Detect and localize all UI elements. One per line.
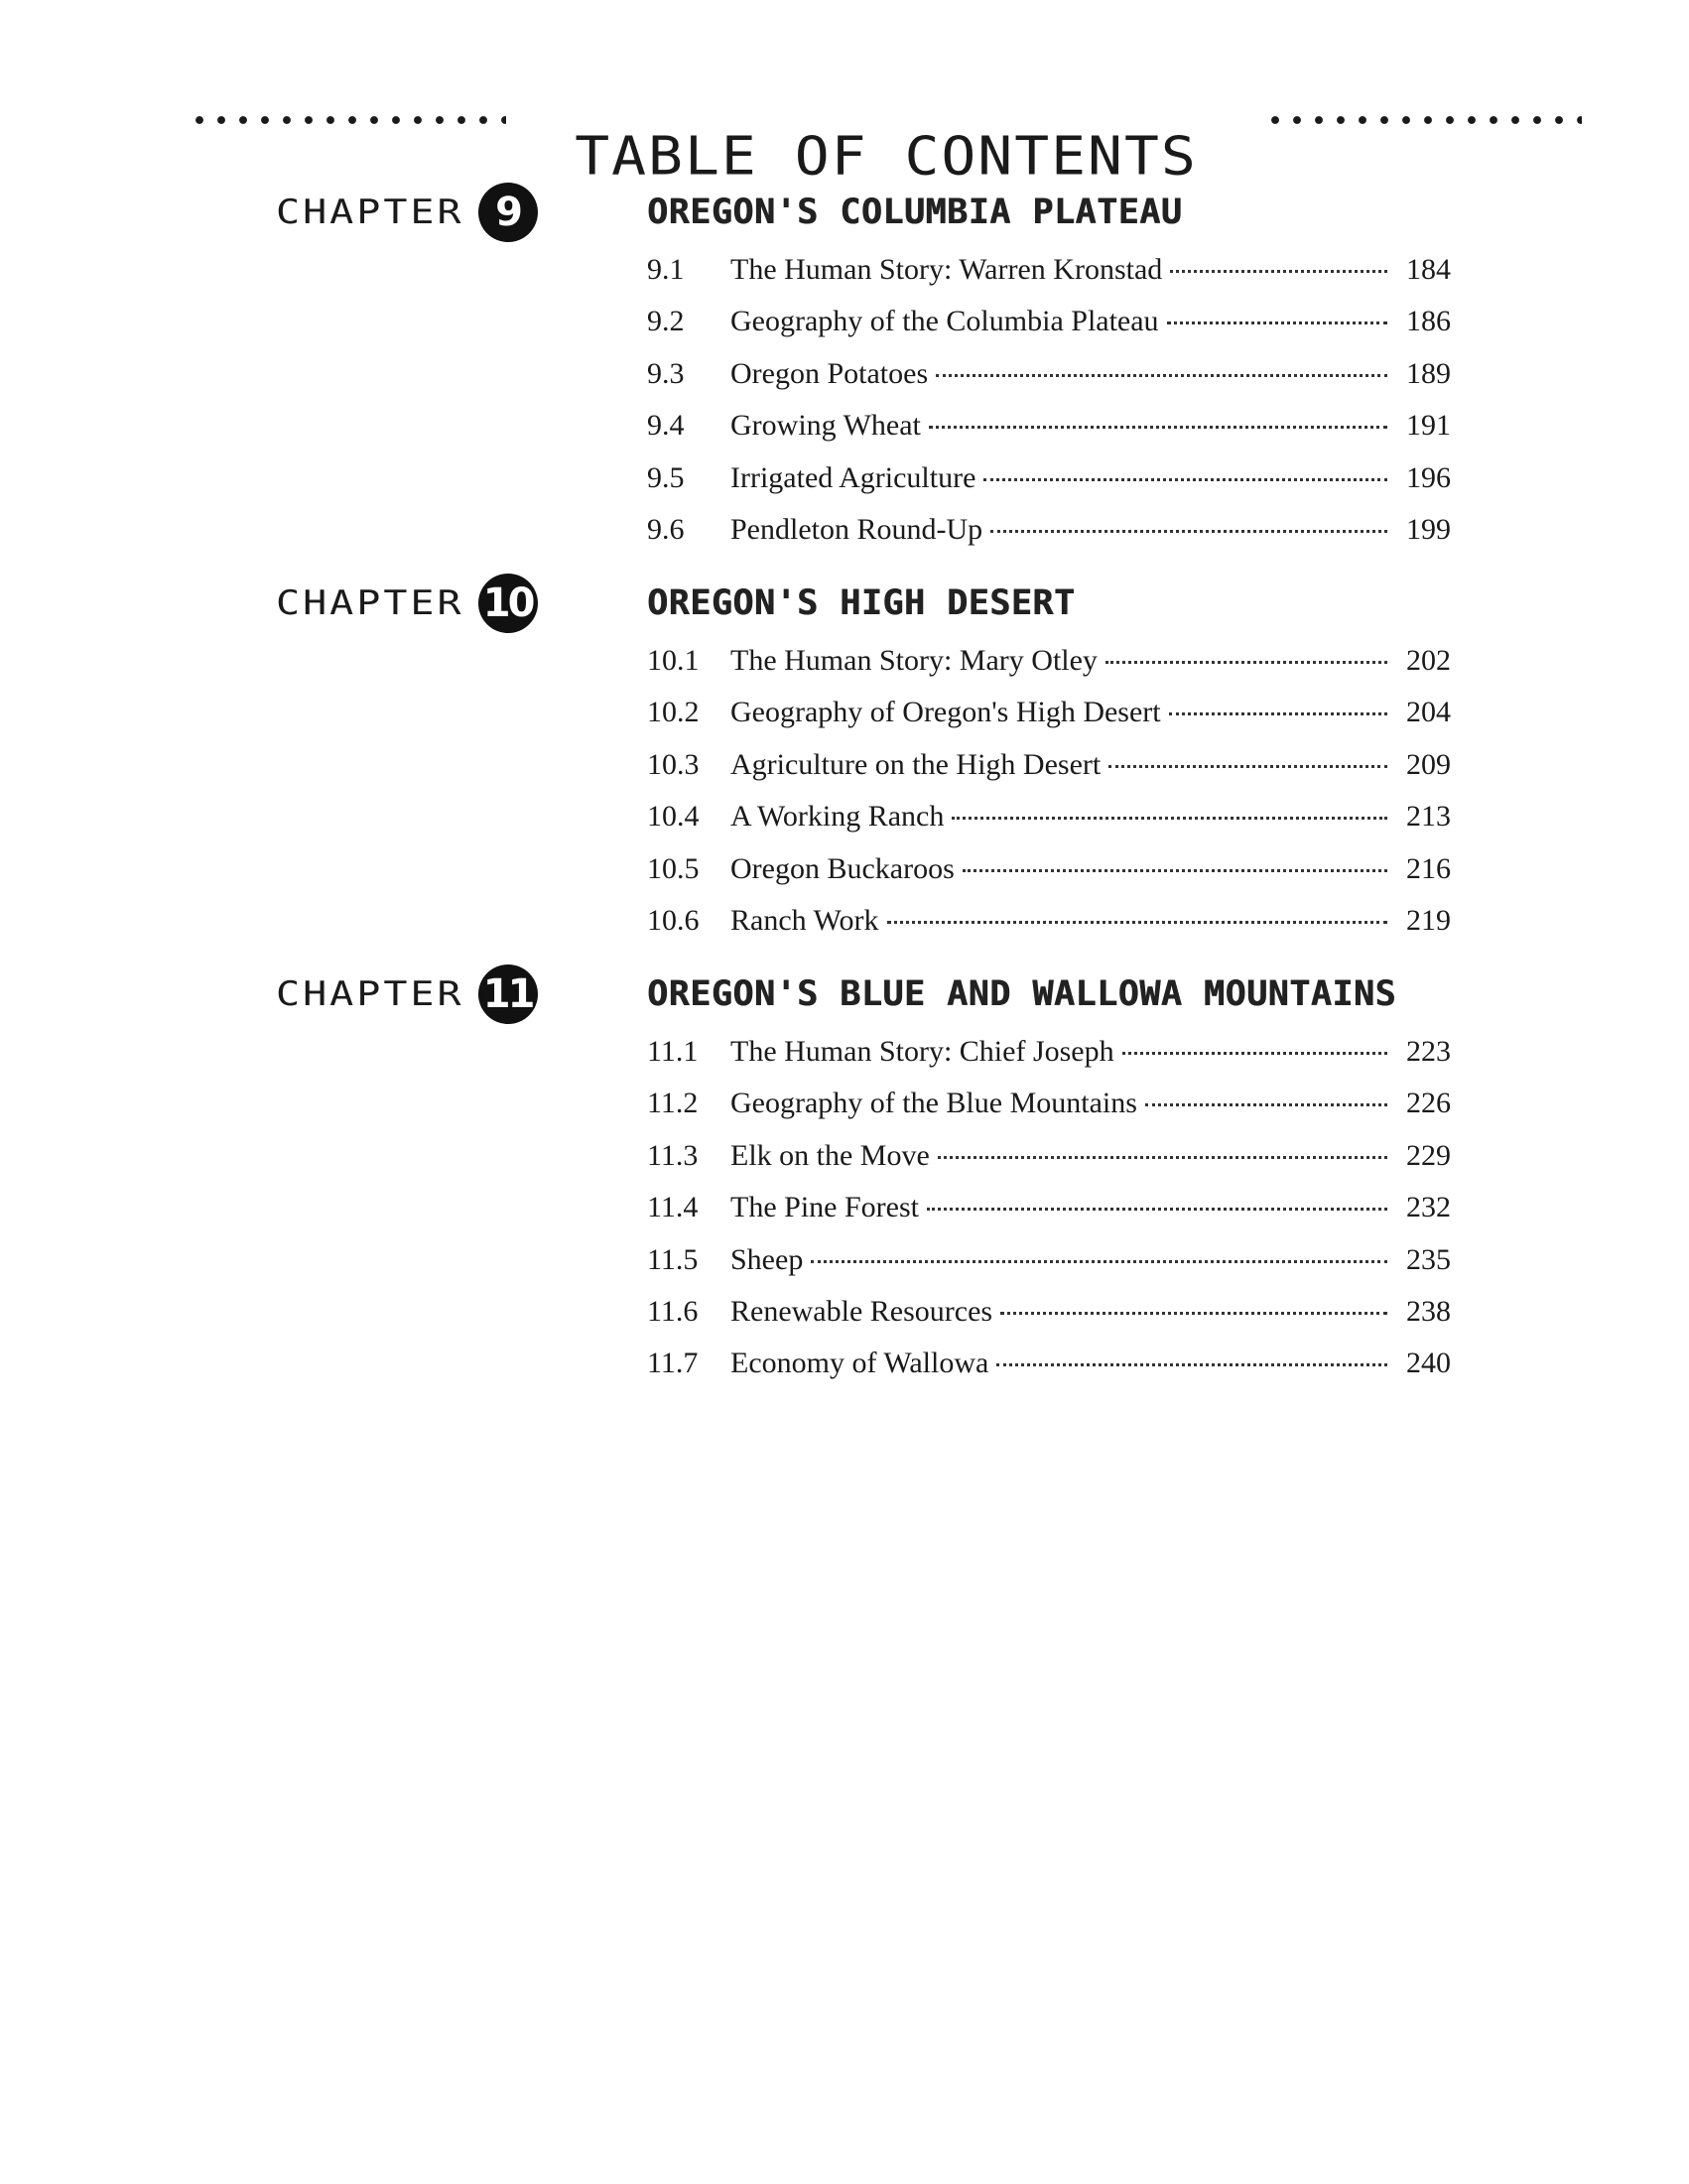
section-number: 11.7 (647, 1347, 699, 1380)
chapter-label (276, 964, 538, 1024)
page-number: 204 (1406, 696, 1451, 729)
dot-leader (1170, 269, 1387, 273)
section-title: Pendleton Round-Up (730, 512, 983, 546)
toc-entry[interactable] (647, 739, 1451, 791)
dot-leader (1000, 1311, 1387, 1315)
section-title: The Pine Forest (730, 1191, 919, 1224)
toc-entry[interactable] (647, 1182, 1451, 1233)
section-title: Renewable Resources (730, 1294, 993, 1328)
dot-leader (938, 1155, 1387, 1159)
dot-leader (963, 868, 1387, 872)
dot-leader (1122, 1051, 1387, 1055)
toc-entry[interactable] (647, 687, 1451, 738)
section-number: 11.1 (647, 1035, 699, 1068)
section-number: 10.5 (647, 851, 700, 885)
section-list (647, 1026, 1451, 1390)
section-title: Geography of the Columbia Plateau (730, 305, 1159, 338)
section-title: A Working Ranch (730, 800, 945, 834)
toc-entry[interactable] (647, 1234, 1451, 1286)
page-number: 238 (1406, 1294, 1451, 1328)
toc-entry[interactable] (647, 452, 1451, 504)
dot-leader (983, 477, 1387, 481)
section-list (647, 635, 1451, 947)
decorative-dots-right (1264, 115, 1582, 125)
section-number: 10.1 (647, 644, 700, 677)
section-number: 10.3 (647, 747, 700, 781)
page-number: 209 (1406, 747, 1451, 781)
dot-leader (811, 1259, 1387, 1263)
section-title: Ranch Work (730, 903, 879, 937)
section-title: Elk on the Move (730, 1138, 930, 1172)
section-number: 9.4 (647, 409, 685, 443)
chapter-title: OREGON'S HIGH DESERT (647, 583, 1076, 623)
section-number: 11.5 (647, 1242, 699, 1276)
page-number: 240 (1406, 1347, 1451, 1380)
section-title: Oregon Potatoes (730, 356, 929, 390)
chapter-title: OREGON'S BLUE AND WALLOWA MOUNTAINS (647, 974, 1397, 1014)
page-number: 184 (1406, 253, 1451, 286)
page-number: 189 (1406, 356, 1451, 390)
section-number: 11.3 (647, 1138, 699, 1172)
section-number: 9.6 (647, 512, 685, 546)
section-title: Economy of Wallowa (730, 1347, 989, 1380)
chapter-word: CHAPTER (276, 193, 464, 232)
section-number: 9.1 (647, 253, 685, 286)
dot-leader (990, 529, 1387, 533)
chapter-title: OREGON'S COLUMBIA PLATEAU (647, 193, 1183, 232)
section-title: Growing Wheat (730, 409, 921, 443)
page-number: 235 (1406, 1242, 1451, 1276)
section-title: Geography of the Blue Mountains (730, 1087, 1137, 1120)
section-number: 11.6 (647, 1294, 699, 1328)
dot-leader (1169, 711, 1387, 715)
section-number: 9.3 (647, 356, 685, 390)
dot-leader (927, 1207, 1387, 1211)
section-title: Irrigated Agriculture (730, 460, 976, 494)
page-number: 219 (1406, 903, 1451, 937)
dot-leader (952, 816, 1387, 820)
page-number: 223 (1406, 1035, 1451, 1068)
section-number: 10.4 (647, 800, 700, 834)
toc-entry[interactable] (647, 400, 1451, 451)
section-title: Geography of Oregon's High Desert (730, 696, 1161, 729)
dot-leader (1167, 321, 1387, 324)
chapter-label (276, 183, 538, 242)
chapter-number-badge: 9 (478, 183, 538, 242)
section-number: 9.5 (647, 460, 685, 494)
toc-entry[interactable] (647, 843, 1451, 895)
toc-entry[interactable] (647, 1078, 1451, 1129)
section-title: The Human Story: Warren Kronstad (730, 253, 1163, 286)
chapter-number-badge: 11 (478, 964, 538, 1024)
page-number: 199 (1406, 512, 1451, 546)
chapter-label (276, 574, 538, 633)
toc-entry[interactable] (647, 1338, 1451, 1389)
section-title: Sheep (730, 1242, 804, 1276)
section-number: 11.4 (647, 1191, 699, 1224)
toc-entry[interactable] (647, 895, 1451, 947)
page-number: 202 (1406, 644, 1451, 677)
section-title: Agriculture on the High Desert (730, 747, 1102, 781)
dot-leader (1108, 764, 1387, 768)
decorative-dots-left (189, 115, 506, 125)
toc-entry[interactable] (647, 1286, 1451, 1338)
page-title: TABLE OF CONTENTS (575, 124, 1198, 188)
toc-entry[interactable] (647, 791, 1451, 842)
toc-entry[interactable] (647, 296, 1451, 347)
page-number: 216 (1406, 851, 1451, 885)
section-title: The Human Story: Chief Joseph (730, 1035, 1114, 1068)
dot-leader (929, 425, 1387, 429)
dot-leader (887, 920, 1387, 924)
section-number: 11.2 (647, 1087, 699, 1120)
page-number: 229 (1406, 1138, 1451, 1172)
page-number: 191 (1406, 409, 1451, 443)
toc-entry[interactable] (647, 1026, 1451, 1078)
toc-entry[interactable] (647, 348, 1451, 400)
chapter-word: CHAPTER (276, 583, 464, 623)
toc-entry[interactable] (647, 504, 1451, 556)
chapter-word: CHAPTER (276, 974, 464, 1014)
section-title: The Human Story: Mary Otley (730, 644, 1098, 677)
toc-entry[interactable] (647, 244, 1451, 296)
section-number: 10.2 (647, 696, 700, 729)
dot-leader (1145, 1102, 1387, 1106)
section-title: Oregon Buckaroos (730, 851, 955, 885)
dot-leader (936, 373, 1387, 377)
page-number: 186 (1406, 305, 1451, 338)
dot-leader (1105, 660, 1387, 664)
toc-entry[interactable] (647, 635, 1451, 687)
toc-header (189, 85, 1578, 188)
dot-leader (996, 1362, 1387, 1366)
toc-entry[interactable] (647, 1130, 1451, 1182)
page-number: 226 (1406, 1087, 1451, 1120)
section-number: 10.6 (647, 903, 700, 937)
section-number: 9.2 (647, 305, 685, 338)
page-number: 196 (1406, 460, 1451, 494)
page-number: 213 (1406, 800, 1451, 834)
page-number: 232 (1406, 1191, 1451, 1224)
section-list (647, 244, 1451, 556)
chapter-number-badge: 10 (478, 574, 538, 633)
